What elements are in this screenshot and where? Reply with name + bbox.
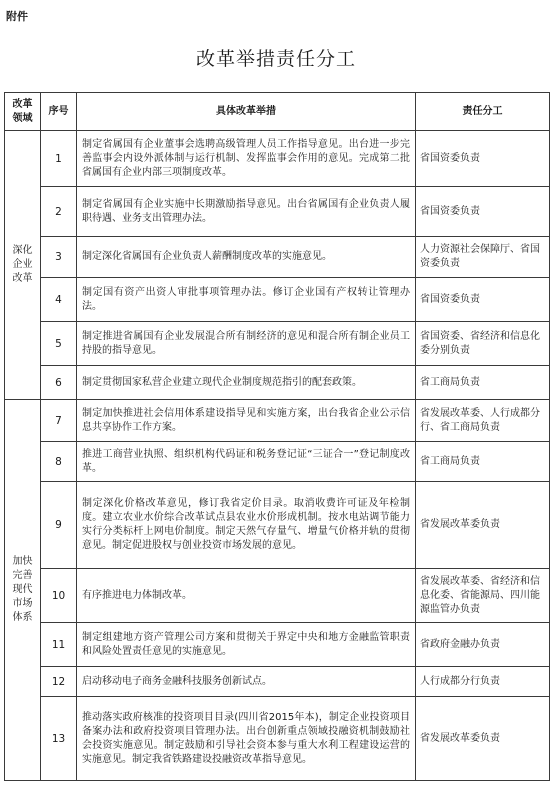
row-number: 9 [41, 482, 77, 569]
row-number: 2 [41, 187, 77, 237]
header-measure: 具体改革举措 [77, 93, 416, 131]
header-responsibility: 责任分工 [416, 93, 550, 131]
responsibility: 省发展改革委、人行成都分行、省工商局负责 [416, 400, 550, 442]
reform-measure: 制定省属国有企业实施中长期激励指导意见。出台省属国有企业负责人履职待遇、业务支出管理办法。 [77, 187, 416, 237]
reform-measure: 制定推进省属国有企业发展混合所有制经济的意见和混合所有制企业员工持股的指导意见。 [77, 322, 416, 366]
responsibility: 省发展改革委负责 [416, 697, 550, 781]
row-number: 3 [41, 237, 77, 278]
reform-measure: 推进工商营业执照、组织机构代码证和税务登记证“三证合一”登记制度改革。 [77, 442, 416, 482]
reform-measure: 制定加快推进社会信用体系建设指导见和实施方案，出台我省企业公示信息共享协作工作方案。 [77, 400, 416, 442]
table-row [5, 322, 550, 366]
row-number: 4 [41, 278, 77, 322]
reform-measure: 推动落实政府核准的投资项目目录(四川省2015年本)，制定企业投资项目备案办法和政府投资项目管理办法。出台创新重点领域投融资机制鼓励社会投资实施意见。制定鼓励和引导社会资本参与重大水利工程建设运营的实施意见。制定我省铁路建设投融资改革指导意见。 [77, 697, 416, 781]
responsibility: 省国资委负责 [416, 278, 550, 322]
responsibility: 省国资委负责 [416, 187, 550, 237]
table-row [5, 569, 550, 623]
reform-measure: 制定国有资产出资人审批事项管理办法。修订企业国有产权转让管理办法。 [77, 278, 416, 322]
header-domain-label: 改革领域 [12, 98, 33, 124]
row-number: 7 [41, 400, 77, 442]
table-row [5, 131, 550, 187]
responsibility: 省国资委、省经济和信息化委分别负责 [416, 322, 550, 366]
attachment-label: 附件 [6, 10, 28, 23]
table-row [5, 400, 550, 442]
row-number: 5 [41, 322, 77, 366]
table-row [5, 623, 550, 667]
responsibility: 省发展改革委、省经济和信息化委、省能源局、四川能源监管办负责 [416, 569, 550, 623]
row-number: 11 [41, 623, 77, 667]
row-number: 1 [41, 131, 77, 187]
reform-measure: 制定深化价格改革意见，修订我省定价目录。取消收费许可证及年检制度。建立农业水价综合改革试点县农业水价形成机制。按水电站调节能力实行分类标杆上网电价制度。制定天然气存量气、增量气价格并轨的贯彻意见。制定促进股权与创业投资市场发展的意见。 [77, 482, 416, 569]
responsibility: 省政府金融办负责 [416, 623, 550, 667]
table-row [5, 667, 550, 697]
responsibility: 省工商局负责 [416, 442, 550, 482]
table-row [5, 187, 550, 237]
table-row [5, 237, 550, 278]
responsibility: 人力资源社会保障厅、省国资委负责 [416, 237, 550, 278]
reform-measure: 启动移动电子商务金融科技服务创新试点。 [77, 667, 416, 697]
responsibility: 省发展改革委负责 [416, 482, 550, 569]
table-row [5, 366, 550, 400]
table-row [5, 482, 550, 569]
page-title: 改革举措责任分工 [195, 48, 356, 70]
reform-measure: 有序推进电力体制改革。 [77, 569, 416, 623]
reform-measure: 制定组建地方资产管理公司方案和贯彻关于界定中央和地方金融监管职责和风险处置责任意见的实施意见。 [77, 623, 416, 667]
table-header-row [5, 93, 550, 131]
table-row [5, 442, 550, 482]
domain-cell-market-system: 加快完善现代市场体系 [5, 400, 41, 781]
row-number: 8 [41, 442, 77, 482]
row-number: 13 [41, 697, 77, 781]
row-number: 12 [41, 667, 77, 697]
reform-measure: 制定深化省属国有企业负责人薪酬制度改革的实施意见。 [77, 237, 416, 278]
reform-measure: 制定贯彻国家私营企业建立现代企业制度规范指引的配套政策。 [77, 366, 416, 400]
reform-measure: 制定省属国有企业董事会选聘高级管理人员工作指导意见。出台进一步完善监事会内设外派体制与运行机制、发挥监事会作用的意见。完成第二批省属国有企业内部三项制度改革。 [77, 131, 416, 187]
domain-cell-enterprise-reform: 深化企业改革 [5, 131, 41, 400]
table-row [5, 278, 550, 322]
reform-table [4, 92, 550, 781]
row-number: 10 [41, 569, 77, 623]
header-domain [5, 93, 41, 131]
row-number: 6 [41, 366, 77, 400]
header-number: 序号 [41, 93, 77, 131]
responsibility: 人行成都分行负责 [416, 667, 550, 697]
responsibility: 省工商局负责 [416, 366, 550, 400]
table-row [5, 697, 550, 781]
responsibility: 省国资委负责 [416, 131, 550, 187]
